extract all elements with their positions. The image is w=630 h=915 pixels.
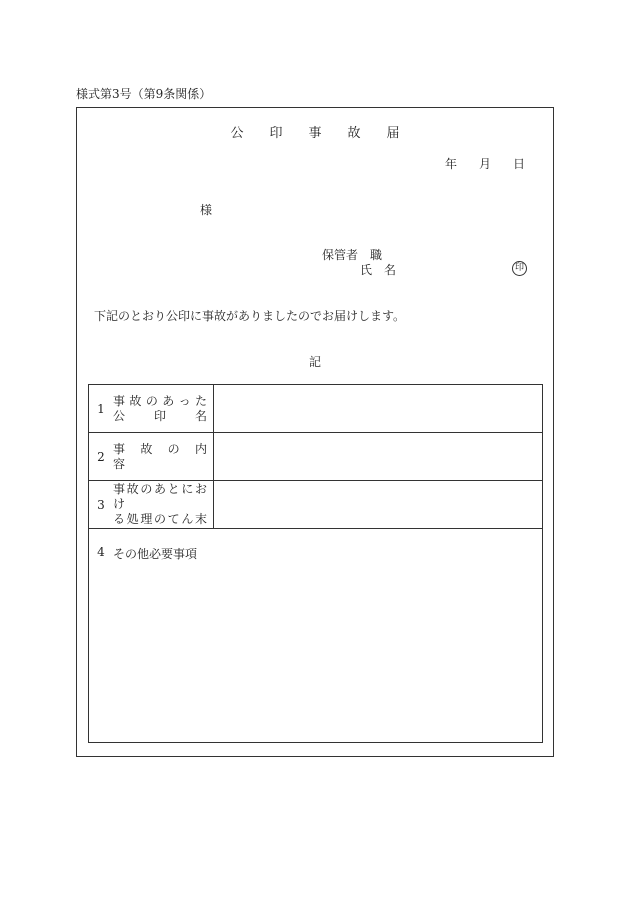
form-number: 様式第3号（第9条関係） (76, 87, 212, 101)
addressee-suffix: 様 (200, 203, 213, 217)
row-number: 2 (97, 449, 105, 464)
row-label: その他必要事項 (113, 547, 198, 561)
row-label: 事 故 の 内 容 (113, 441, 220, 471)
value-cell[interactable] (214, 385, 543, 433)
form-title (0, 122, 630, 141)
title-char: 事 (308, 126, 322, 141)
row-number: 3 (97, 497, 105, 512)
row-label: 事故のあった 公 印 名 (113, 393, 207, 423)
value-cell[interactable] (214, 481, 543, 529)
custodian-post-label: 保管者 職 (322, 248, 383, 262)
title-char: 届 (386, 126, 400, 141)
title-char: 故 (347, 126, 361, 141)
title-char: 印 (269, 126, 283, 141)
date-month-label: 月 (478, 157, 491, 171)
date-year-label: 年 (444, 157, 457, 171)
notice-text: 下記のとおり公印に事故がありましたのでお届けします。 (94, 309, 406, 323)
seal-mark: 印 (512, 261, 527, 276)
details-table (88, 384, 543, 743)
row-number: 1 (97, 401, 105, 416)
row-label: 事故のあとにおけ る処理のてん末 (113, 482, 207, 526)
date-day-label: 日 (512, 157, 525, 171)
table-row (89, 529, 543, 743)
row-number: 4 (97, 545, 105, 559)
value-cell[interactable] (214, 433, 543, 481)
table-row (89, 481, 543, 529)
table-row (89, 433, 543, 481)
title-char: 公 (230, 126, 244, 141)
table-row (89, 385, 543, 433)
ki-heading: 記 (308, 355, 321, 369)
other-matters-cell[interactable] (89, 529, 543, 743)
date-line (423, 155, 525, 172)
custodian-name-label: 氏 名 (360, 263, 397, 277)
